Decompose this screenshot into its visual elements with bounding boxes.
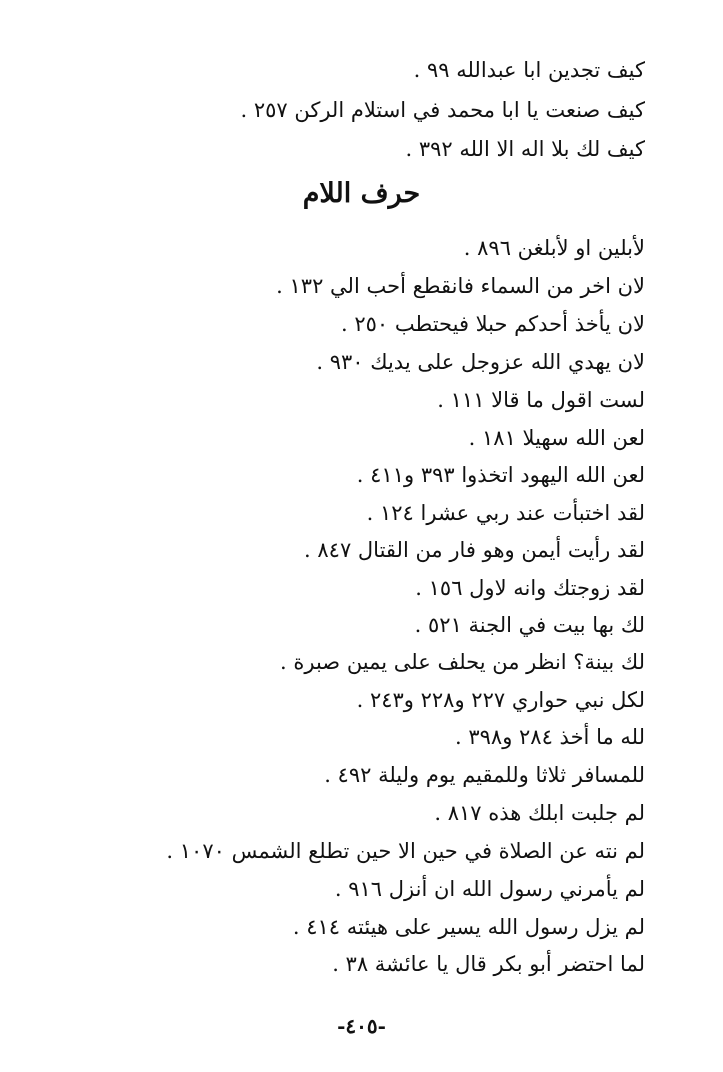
index-entry: لأبلين او لأبلغن ٨٩٦ . — [463, 236, 645, 260]
index-entry: لم جلبت ابلك هذه ٨١٧ . — [434, 801, 645, 825]
top-entry: كيف لك بلا اله الا الله ٣٩٢ . — [405, 137, 645, 161]
index-entry: لان اخر من السماء فانقطع أحب الي ١٣٢ . — [276, 274, 645, 298]
top-entry: كيف صنعت يا ابا محمد في استلام الركن ٢٥٧ . — [240, 98, 645, 122]
top-entry: كيف تجدين ابا عبدالله ٩٩ . — [413, 58, 645, 82]
index-entry: لقد زوجتك وانه لاول ١٥٦ . — [415, 576, 645, 600]
index-entry: لعن الله سهيلا ١٨١ . — [468, 426, 645, 450]
index-entry: لله ما أخذ ٢٨٤ و٣٩٨ . — [455, 725, 645, 749]
index-entry: لك بينة؟ انظر من يحلف على يمين صبرة . — [280, 650, 645, 674]
index-entry: للمسافر ثلاثا وللمقيم يوم وليلة ٤٩٢ . — [324, 763, 645, 787]
index-entry: لكل نبي حواري ٢٢٧ و٢٢٨ و٢٤٣ . — [356, 688, 645, 712]
page-number: -٤٠٥- — [337, 1014, 386, 1038]
index-entry: لم يأمرني رسول الله ان أنزل ٩١٦ . — [334, 877, 645, 901]
index-entry: لقد رأيت أيمن وهو فار من القتال ٨٤٧ . — [304, 538, 645, 562]
index-entry: لست اقول ما قالا ١١١ . — [437, 388, 645, 412]
index-entry: لما احتضر أبو بكر قال يا عائشة ٣٨ . — [332, 952, 645, 976]
index-entry: لم يزل رسول الله يسير على هيئته ٤١٤ . — [292, 915, 645, 939]
index-entry: لعن الله اليهود اتخذوا ٣٩٣ و٤١١ . — [356, 463, 645, 487]
index-entry: لقد اختبأت عند ربي عشرا ١٢٤ . — [366, 501, 645, 525]
section-heading: حرف اللام — [302, 178, 421, 209]
index-entry: لم نته عن الصلاة في حين الا حين تطلع الشمس ١٠٧٠ . — [166, 839, 645, 863]
index-entry: لان يأخذ أحدكم حبلا فيحتطب ٢٥٠ . — [340, 312, 645, 336]
index-entry: لك بها بيت في الجنة ٥٢١ . — [414, 613, 645, 637]
index-entry: لان يهدي الله عزوجل على يديك ٩٣٠ . — [316, 350, 645, 374]
